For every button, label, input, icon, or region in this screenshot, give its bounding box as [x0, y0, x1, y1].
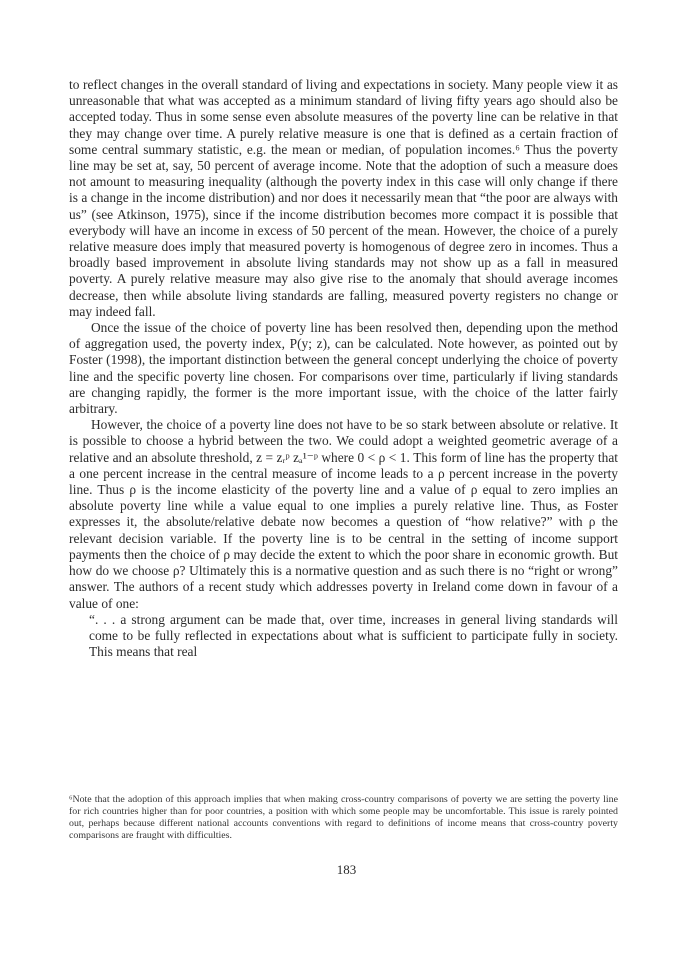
paragraph-3: However, the choice of a poverty line does not have to be so stark between absolute or relative. It is possible to choose a hybrid between the two. We could adopt a weighted geometric average of a relative and an absolute threshold, z = zᵣᵖ zₐ¹⁻ᵖ where 0 < ρ < 1. This form of line has the property that a one percent increase in the central measure of income leads to a ρ percent increase in the poverty line. Thus ρ is the income elasticity of the poverty line and a value of ρ equal to zero implies an absolute poverty line while a value equal to one implies a purely relative line. Thus, as Foster expresses it, the absolute/relative debate now becomes a question of “how relative?” with ρ the relevant decision variable. If the poverty line is to be central in the setting of income support payments then the choice of ρ may decide the extent to which the poor share in economic growth. But how do we choose ρ? Ultimately this is a normative question and as such there is no “right or wrong” answer. The authors of a recent study which addresses poverty in Ireland come down in favour of a value of one:	[69, 417, 618, 611]
footnote: ⁶Note that the adoption of this approach implies that when making cross-country comparisons of poverty we are setting the poverty line for rich countries higher than for poor countries, a position with which some people may be uncomfortable. This issue is rarely pointed out, perhaps because different national accounts conventions with regard to definitions of income means that cross-country poverty comparisons are fraught with difficulties.	[69, 794, 618, 841]
paragraph-2: Once the issue of the choice of poverty line has been resolved then, depending upon the method of aggregation used, the poverty index, P(y; z), can be calculated. Note however, as pointed out by Foster (1998), the important distinction between the general concept underlying the choice of poverty line and the specific poverty line chosen. For comparisons over time, particularly if living standards are changing rapidly, the former is the more important issue, with the choice of the latter fairly arbitrary.	[69, 320, 618, 417]
page-body	[69, 77, 618, 660]
paragraph-1: to reflect changes in the overall standard of living and expectations in society. Many people view it as unreasonable that what was accepted as a minimum standard of living fifty years ago should also be accepted today. Thus in some sense even absolute measures of the poverty line can be relative in that they may change over time. A purely relative measure is one that is defined as a certain fraction of some central summary statistic, e.g. the mean or median, of population incomes.⁶ Thus the poverty line may be set at, say, 50 percent of average income. Note that the adoption of such a measure does not amount to measuring inequality (although the poverty index in this case will only change if there is a change in the income distribution) and nor does it necessarily mean that “the poor are always with us” (see Atkinson, 1975), since if the income distribution becomes more compact it is possible that everybody will have an income in excess of 50 percent of the mean. However, the choice of a purely relative measure does imply that measured poverty is homogenous of degree zero in incomes. Thus a broadly based improvement in absolute living standards may not show up as a fall in measured poverty. A purely relative measure may also give rise to the anomaly that should average incomes decrease, then while absolute living standards are falling, measured poverty registers no change or may indeed fall.	[69, 77, 618, 319]
block-quote: “. . . a strong argument can be made that, over time, increases in general living standards will come to be fully reflected in expectations about what is sufficient to participate fully in society. This means that real	[89, 611, 618, 660]
page-number: 183	[336, 862, 357, 877]
